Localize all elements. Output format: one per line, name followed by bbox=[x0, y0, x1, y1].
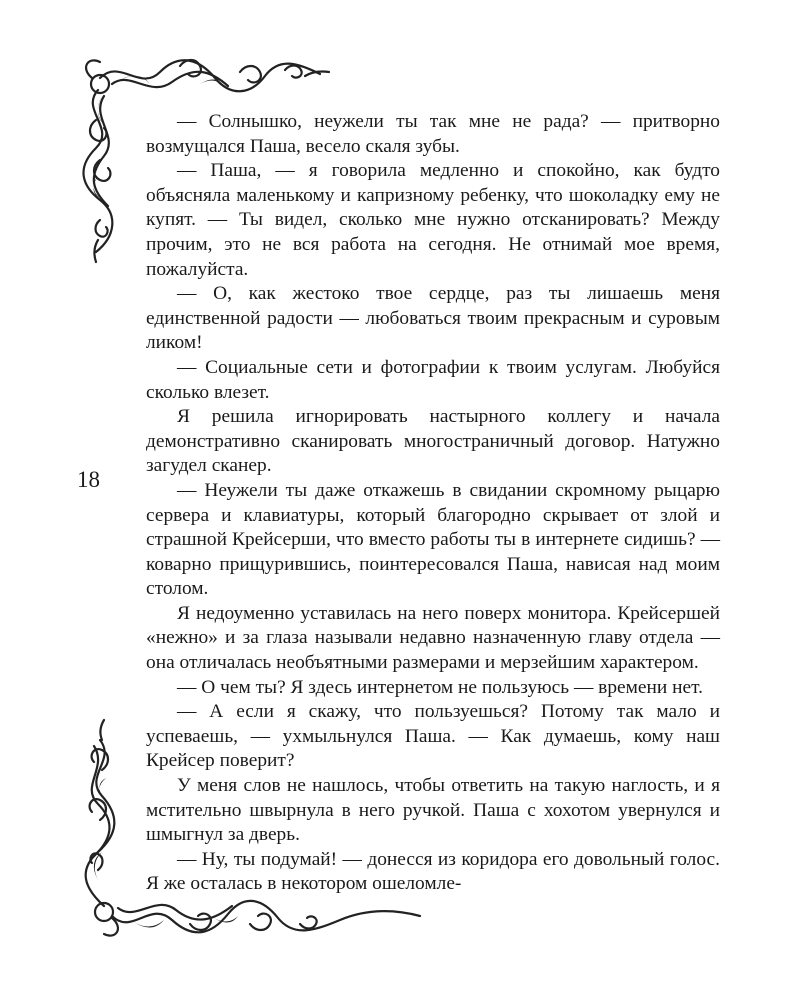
paragraph: Я решила игнорировать настырного коллегу и начала демонстративно сканировать многостраничный договор. Натужно загудел сканер. bbox=[146, 406, 720, 477]
paragraph: — Социальные сети и фотографии к твоим услугам. Любуйся сколько влезет. bbox=[146, 356, 720, 403]
paragraph: — Ну, ты подумай! — донесся из коридора его довольный голос. Я же осталась в некотором ошеломле- bbox=[146, 848, 720, 895]
paragraph: — О, как жестоко твое сердце, раз ты лишаешь меня единственной радости — любоваться твоим прекрасным и суровым ликом! bbox=[146, 283, 720, 354]
paragraph: — Солнышко, неужели ты так мне не рада? — притворно возмущался Паша, весело скаля зубы. bbox=[146, 111, 720, 157]
paragraph: — Паша, — я говорила медленно и спокойно, как будто объясняла маленькому и капризному ребенку, что шоколадку ему не купят. — Ты видел, сколько мне нужно отсканировать? Между прочим, это не вся работа на сегодня. Не отнимай мое время, пожалуйста. bbox=[146, 160, 720, 280]
paragraph: — Неужели ты даже откажешь в свидании скромному рыцарю сервера и клавиатуры, который благородно скрывает от злой и страшной Крейсерши, что вместо работы ты в интернете сидишь? — коварно прищурившись, поинтересовался Паша, нависая над моим столом. bbox=[146, 479, 720, 600]
paragraph: — А если я скажу, что пользуешься? Потому так мало и успеваешь, — ухмыльнулся Паша. — Как думаешь, кому наш Крейсер поверит? bbox=[146, 701, 720, 772]
page-number: 18 bbox=[77, 467, 100, 492]
paragraph: — О чем ты? Я здесь интернетом не пользуюсь — времени нет. bbox=[177, 676, 703, 698]
paragraph: Я недоуменно уставилась на него поверх монитора. Крейсершей «нежно» и за глаза называли недавно назначенную главу отдела — она отличалась необъятными размерами и мерзейшим характером. bbox=[146, 602, 720, 674]
paragraph: У меня слов не нашлось, чтобы ответить на такую наглость, и я мстительно швырнула в него ручкой. Паша с хохотом увернулся и шмыгнул за дверь. bbox=[146, 775, 720, 846]
book-text bbox=[146, 110, 720, 897]
